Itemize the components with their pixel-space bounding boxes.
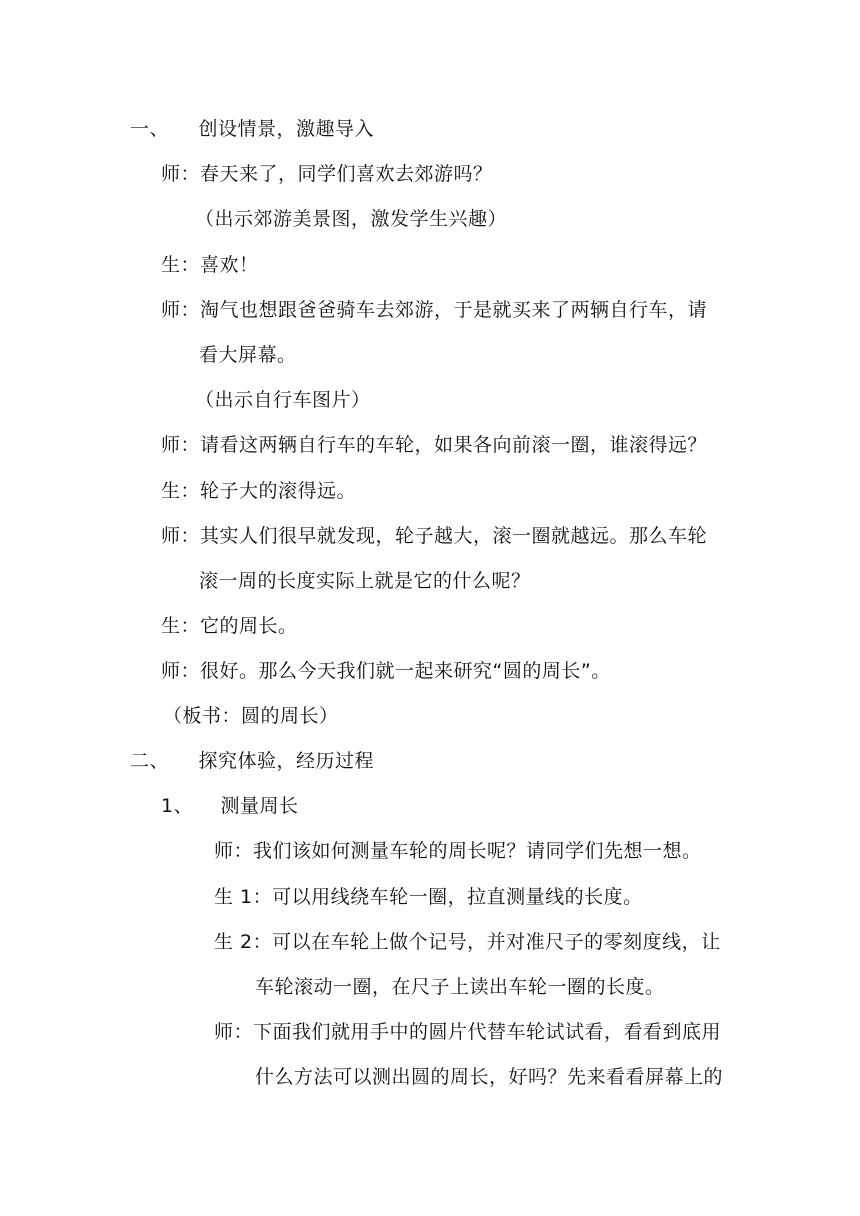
- dialogue-line-continued: 看大屏幕。: [199, 344, 297, 366]
- section-title: 创设情景，激趣导入: [198, 118, 375, 140]
- dialogue-line: 师：很好。那么今天我们就一起来研究“圆的周长”。: [161, 660, 611, 682]
- subsection-title: 测量周长: [220, 795, 299, 817]
- dialogue-line: 师：我们该如何测量车轮的周长呢？请同学们先想一想。: [214, 840, 702, 862]
- dialogue-line: 生：轮子大的滚得远。: [161, 480, 357, 502]
- section-number: 一、: [130, 118, 170, 140]
- subsection-number: 1、: [161, 795, 194, 817]
- section-number: 二、: [130, 750, 170, 772]
- board-note: （板书：圆的周长）: [163, 705, 339, 727]
- subsection-heading: [161, 793, 299, 819]
- dialogue-line: 生 1：可以用线绕车轮一圈，拉直测量线的长度。: [214, 886, 643, 908]
- dialogue-line: 生：它的周长。: [161, 615, 298, 637]
- section-title: 探究体验，经历过程: [198, 750, 375, 772]
- dialogue-line: 生 2：可以在车轮上做个记号，并对准尺子的零刻度线，让: [214, 931, 721, 953]
- dialogue-line: 师：淘气也想跟爸爸骑车去郊游，于是就买来了两辆自行车，请: [161, 299, 708, 321]
- section-heading-1: [130, 116, 374, 142]
- stage-direction: （出示郊游美景图，激发学生兴趣）: [195, 208, 508, 230]
- stage-direction: （出示自行车图片）: [195, 389, 371, 411]
- dialogue-line-continued: 滚一周的长度实际上就是它的什么呢？: [199, 570, 531, 592]
- dialogue-line: 师：请看这两辆自行车的车轮，如果各向前滚一圈，谁滚得远？: [161, 434, 708, 456]
- dialogue-line-continued: 什么方法可以测出圆的周长，好吗？先来看看屏幕上的: [255, 1066, 724, 1088]
- dialogue-line-continued: 车轮滚动一圈，在尺子上读出车轮一圈的长度。: [255, 976, 665, 998]
- section-heading-2: [130, 748, 374, 774]
- dialogue-line: 师：下面我们就用手中的圆片代替车轮试试看，看看到底用: [214, 1021, 722, 1043]
- dialogue-line: 师：春天来了，同学们喜欢去郊游吗？: [161, 163, 493, 185]
- dialogue-line: 师：其实人们很早就发现，轮子越大，滚一圈就越远。那么车轮: [161, 525, 708, 547]
- dialogue-line: 生：喜欢！: [161, 254, 259, 276]
